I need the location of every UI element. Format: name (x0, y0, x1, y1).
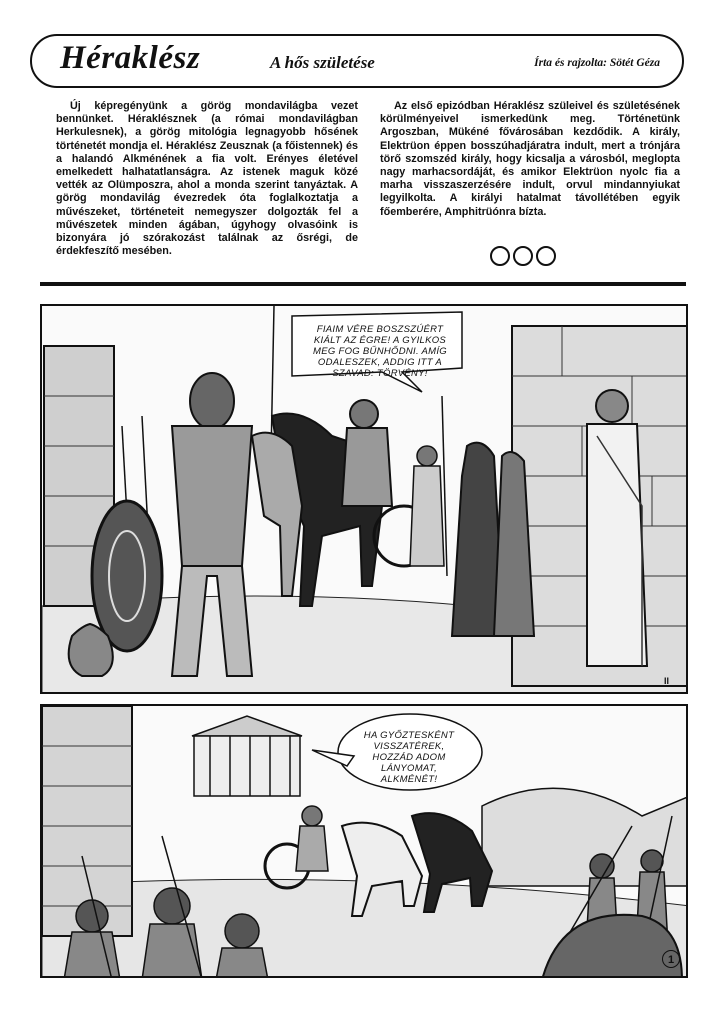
title-banner (30, 34, 684, 88)
panel-mark: II (664, 676, 670, 686)
section-divider-circles (490, 246, 556, 266)
intro-column-left (56, 100, 358, 258)
comic-panel-1 (40, 304, 688, 694)
comic-panel-2 (40, 704, 688, 978)
speech-text-king: FIAIM VÉRE BOSZSZÚÉRT KIÁLT AZ ÉGRE! A GYILKOS MEG FOG BŰNHŐDNI. AMÍG ODALESZEK, ADDIG ITT A SZAVAD: TÖRVÉNY! (313, 324, 447, 379)
circle-ornament (490, 246, 510, 266)
episode-subtitle: A hős születése (270, 53, 375, 72)
speech-bubble-king-2 (344, 722, 474, 784)
speech-bubble-king (300, 316, 460, 380)
horizontal-rule (40, 282, 686, 286)
page-number: 1 (662, 950, 680, 968)
author-credit: Írta és rajzolta: Sötét Géza (534, 57, 660, 69)
comic-title: Héraklész (60, 40, 201, 76)
intro-paragraph-1: Új képregényünk a görög mondavilágba vezet bennünket. Héraklésznek (a római mondavilágban Herkulesnek), a görög mitológia legnagyobb hősének történetét mondja el. Héraklész Zeusznak (a főistennek) és a halandó Alkménének a fia volt. Erényes életével emelkedett halhatatlanságra. Az istenek maguk közé vették az Olümposzra, ahol a monda szerint tanyáztak. A görög mondavilág évezredek óta foglalkoztatja a művészeket, történeteit nemegyszer dolgozták fel a művészetek minden ágában, úgyhogy olvasóink is bizonyára jó szórakozást találnak az ősrégi, de érdekfeszítő mesében. (56, 100, 358, 258)
speech-text-king-2: HA GYŐZTESKÉNT VISSZATÉREK, HOZZÁD ADOM LÁNYOMAT, ALKMÉNÉT! (363, 730, 455, 785)
circle-ornament (536, 246, 556, 266)
circle-ornament (513, 246, 533, 266)
intro-column-right (380, 100, 680, 219)
intro-paragraph-2: Az első epizódban Héraklész szüleivel és születésének körülményeivel ismerkedünk meg. Történetünk Argoszban, Mükéné fővárosában kezdődik. A király, Elektrüon éppen bosszúhadjáratra indult, mert a trónjára törő szomszéd király, hogy kicsalja a városból, meglopta nagy marhacsordáját, és amikor Elektrüon nyolc fia a marha visszaszerzésére indult, orvul mindannyiukat legyilkolta. A királyi hatalmat távollétében egyik főemberére, Amphitrüónra bízta. (380, 100, 680, 218)
